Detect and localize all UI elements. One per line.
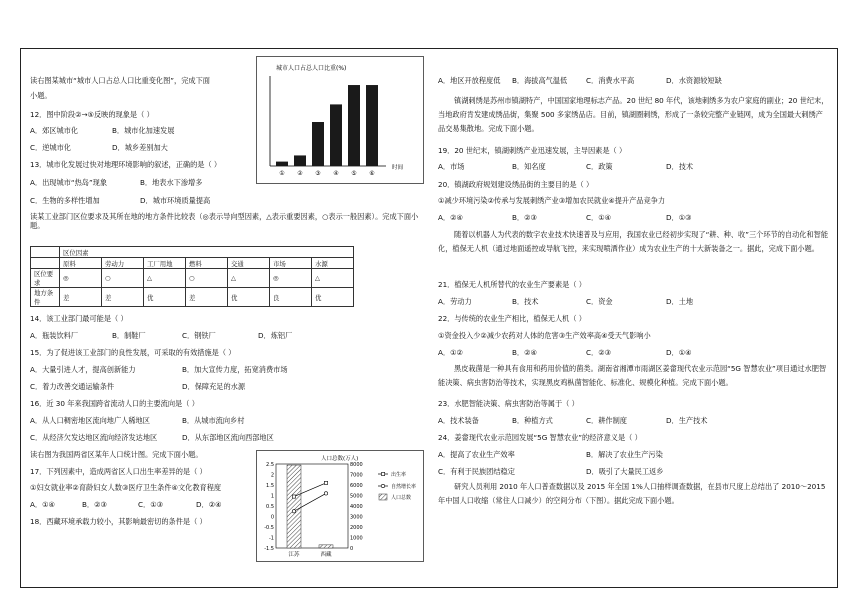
q19-option-b: B．知名度 [512,162,546,171]
intro-drone: 随着以机器人为代表的数字农业技术快速普及与应用，我国农业已经初步实现了“耕、种、收”三个环节的自动化和智能化，植保无人机（通过地面遥控或导航飞控，来实现喷洒作业）成为农业生产的十大新装备之一。据此，完成下面小题。 [438,230,829,253]
population-chart [256,450,424,562]
q15-option-d: D．保障充足的水源 [182,382,246,391]
q14-option-b: B．制鞋厂 [112,331,146,340]
q23-option-c: C．耕作制度 [586,416,627,425]
chart2-right-tick: 2000 [350,525,363,531]
table-cell: 优 [144,288,186,307]
table-blank [31,258,60,269]
q18-option-a: A．地区开放程度低 [438,76,501,85]
chart1-bar [348,85,360,166]
row-label: 区位要求 [31,269,60,288]
chart2-population-bar [287,465,301,548]
q21-option-a: A．劳动力 [438,297,472,306]
q14-option-c: C．钢铁厂 [182,331,216,340]
chart2-birthrate-point [292,495,295,498]
chart2-title: 人口总数(万人) [321,456,359,462]
q16-option-d: D．从东部地区流向西部地区 [182,433,274,442]
factor-header: 工厂用地 [144,258,186,269]
table-cell: 优 [312,288,354,307]
q15-option-c: C．着力改善交通运输条件 [30,382,115,391]
chart2-right-tick: 5000 [350,493,363,500]
chart2-left-tick: 0 [270,514,274,521]
intro-urbanization-cont: 小题。 [30,91,52,100]
q21-option-c: C．资金 [586,297,613,306]
q22-option-c: C．②③ [586,348,612,357]
table-cell: ○ [102,269,144,288]
q20-statement: ①减少环境污染②传承与发展刺绣产业③增加农民就业④提升产品竞争力 [438,196,666,205]
chart2-left-tick: -1.5 [264,546,274,552]
factor-header: 原料 [60,258,102,269]
q12-option-a: A．郊区城市化 [30,126,79,135]
q22-option-d: D．①④ [666,348,692,357]
q17-option-c: C．①③ [138,500,164,509]
legend-population-label: 人口总数 [391,495,412,501]
legend-population-swatch [379,494,387,500]
table-cell: 优 [228,288,270,307]
question-16: 16．近 30 年来我国跨省流动人口的主要流向是（ ） [30,399,199,408]
question-12: 12．图中阶段②→⑤反映的现象是（ ） [30,110,154,119]
q14-option-d: D．炼铝厂 [258,331,293,340]
question-20: 20．镇湖政府规划建设绣品街的主要目的是（ ） [438,180,594,189]
chart2-right-tick: 8000 [350,462,363,468]
question-19: 19．20 世纪末，镇湖刺绣产业迅速发展，主导因素是（ ） [438,146,627,155]
q24-option-a: A．提高了农业生产效率 [438,450,515,459]
q20-option-b: B．②③ [512,213,538,222]
row-label: 地方条件 [31,288,60,307]
chart1-bar [276,162,288,166]
chart1-tick-label: ③ [315,170,321,177]
table-cell: 差 [102,288,144,307]
factor-header: 交通 [228,258,270,269]
chart2-right-tick: 6000 [350,483,363,489]
q22-option-a: A．①② [438,348,463,357]
factor-header: 水源 [312,258,354,269]
chart1-bar [294,155,306,166]
q17-statement: ①妇女就业率②育龄妇女人数③医疗卫生条件④文化教育程度 [30,483,222,492]
q24-option-c: C．有利于民族团结稳定 [438,467,515,476]
chart2-category-label: 西藏 [320,552,332,558]
chart2-left-tick: 2.5 [266,462,274,468]
q14-option-a: A．瓶装饮料厂 [30,331,79,340]
chart2-left-tick: 1 [270,493,274,500]
intro-industry-table: 读某工业部门区位要求及其所在地的地方条件比较表（◎表示导向型因素，△表示重要因素，○表示一般因素）。完成下面小题。 [30,212,419,230]
table-header-factors: 区位因素 [60,247,354,258]
chart1-title: 城市人口占总人口比重(%) [276,65,347,72]
q21-option-b: B．技术 [512,297,539,306]
question-23: 23．水肥智能决策、病虫害防治等属于（ ） [438,399,579,408]
chart2-left-tick: 1.5 [266,483,274,489]
q23-option-b: B．种植方式 [512,416,553,425]
table-cell: △ [144,269,186,288]
question-15: 15．为了促进该工业部门的良性发展，可采取的有效措施是（ ） [30,348,236,357]
q16-option-a: A．从人口稠密地区流向地广人稀地区 [30,416,150,425]
chart1-tick-label: ⑤ [351,170,357,177]
q19-option-c: C．政策 [586,162,613,171]
chart2-right-tick: 0 [350,546,354,552]
question-24: 24．姜畲现代农业示范园发展“5G 智慧农业”的经济意义是（ ） [438,433,642,442]
table-corner [31,247,60,258]
q22-statement: ①资金投入少②减少农药对人体的危害③生产效率高④受天气影响小 [438,331,651,340]
chart2-right-tick: 7000 [350,472,363,479]
intro-population-chart: 读右图为我国两省区某年人口统计图。完成下面小题。 [30,450,203,459]
legend-birthrate-label: 出生率 [391,472,407,478]
chart2-left-tick: 2 [270,472,274,479]
chart1-x-label: 时间 [392,165,404,171]
q22-option-b: B．②④ [512,348,538,357]
q20-option-a: A．②④ [438,213,463,222]
factor-header: 燃料 [186,258,228,269]
table-cell: ○ [186,269,228,288]
chart2-population-bar [319,545,333,548]
q15-option-b: B．加大宣传力度，拓宽消费市场 [182,365,288,374]
table-cell: 差 [60,288,102,307]
q12-option-c: C．逆城市化 [30,143,71,152]
q23-option-d: D．生产技术 [666,416,708,425]
chart1-bar [312,122,324,166]
q18-option-b: B．海拔高气温低 [512,76,568,85]
q17-option-b: B．②③ [82,500,108,509]
q12-option-d: D．城乡差别加大 [112,143,168,152]
legend-birthrate-marker [382,472,385,475]
question-18: 18．西藏环境承载力较小，其影响最密切的条件是（ ） [30,517,207,526]
question-22: 22．与传统的农业生产相比，植保无人机（ ） [438,314,586,323]
table-row [31,288,354,307]
q19-option-a: A．市场 [438,162,465,171]
q13-option-c: C．生物的多样性增加 [30,196,100,205]
table-cell: 差 [186,288,228,307]
table-row [31,269,354,288]
q18-option-d: D．水资源较短缺 [666,76,722,85]
chart2-growth-point [292,510,295,513]
question-13: 13．城市化发展过快对地理环境影响的叙述，正确的是（ ） [30,160,222,169]
chart2-left-tick: -0.5 [264,525,274,531]
q18-option-c: C．消费水平高 [586,76,635,85]
q20-option-c: C．①④ [586,213,612,222]
table-cell: 良 [270,288,312,307]
table-cell: △ [312,269,354,288]
q17-option-a: A．①④ [30,500,55,509]
q13-option-a: A．出现城市“热岛”现象 [30,178,108,187]
intro-embroidery: 镇湖刺绣是苏州市镇湖特产，中国国家地理标志产品。20 世纪 80 年代，该地刺绣多为农户家庭的副业；20 世纪末，当地政府肯发建成绣品街，集聚 500 多家绣品店。目前，镇湖圈刺绣，形成了一条较完整产业链网，成为全国最大刺绣产品交易集散地。完成下面小题。 [438,96,829,133]
chart2-category-label: 江苏 [288,552,300,558]
table-cell: △ [228,269,270,288]
q15-option-a: A．大量引进人才，提高创新能力 [30,365,136,374]
chart2-left-tick: -1 [269,535,274,542]
q16-option-b: B．从城市流向乡村 [182,416,245,425]
chart1-bar [330,104,342,166]
chart1-tick-label: ① [279,170,285,177]
legend-growth-marker [381,484,384,487]
location-factor-table [30,246,354,307]
intro-smart-agriculture: 黑皮栽菌是一种具有食用和药用价值的菌类。湖南省湘潭市雨湖区姜畲现代农业示范园“5G 智慧农业”项目通过水肥智能决策、病虫害防治等技术，实现黑皮鸡枞菌智能化、标准化、规模化种植。完成下面小题。 [438,364,827,387]
chart1-tick-label: ⑥ [369,170,375,177]
chart2-birthrate-point [324,481,327,484]
intro-population-shrinkage: 研究人员利用 2010 年人口普查数据以及 2015 年全国 1%人口抽样调查数据，在县市尺度上总结出了 2010～2015 年中国人口收缩（常住人口减少）的空间分布（下图）。据此完成下面小题。 [438,482,826,505]
table-cell: ◎ [270,269,312,288]
question-21: 21．植保无人机所替代的农业生产要素是（ ） [438,280,586,289]
factor-header: 市场 [270,258,312,269]
chart2-right-axis [350,462,363,552]
chart1-tick-label: ④ [333,170,339,177]
question-17: 17．下列因素中，造成两省区人口出生率差异的是（ ） [30,467,207,476]
q12-option-b: B．城市化加速发展 [112,126,175,135]
chart2-right-tick: 1000 [350,535,363,542]
question-14: 14．该工业部门最可能是（ ） [30,314,128,323]
q24-option-b: B．解决了农业生产污染 [586,450,663,459]
q23-option-a: A．技术装备 [438,416,479,425]
q13-option-b: B．地表水下渗增多 [140,178,203,187]
chart2-right-tick: 3000 [350,514,363,521]
q21-option-d: D．土地 [666,297,694,306]
q17-option-d: D．②④ [196,500,222,509]
q24-option-d: D．吸引了大量民工返乡 [586,467,664,476]
chart2-right-tick: 4000 [350,504,363,510]
factor-header: 劳动力 [102,258,144,269]
q13-option-d: D．城市环境质量提高 [140,196,211,205]
intro-urbanization: 读右图某城市“城市人口占总人口比重变化图”，完成下面 [30,76,210,85]
chart1-bar [366,85,378,166]
q20-option-d: D．①③ [666,213,692,222]
q19-option-d: D．技术 [666,162,694,171]
table-cell: ◎ [60,269,102,288]
chart2-left-tick: 0.5 [266,504,274,510]
q16-option-c: C．从经济欠发达地区流向经济发达地区 [30,433,158,442]
chart1-tick-label: ② [297,170,303,177]
legend-growth-label: 自然增长率 [391,484,417,490]
urbanization-bar-chart [256,56,424,184]
chart2-growth-point [324,492,327,495]
